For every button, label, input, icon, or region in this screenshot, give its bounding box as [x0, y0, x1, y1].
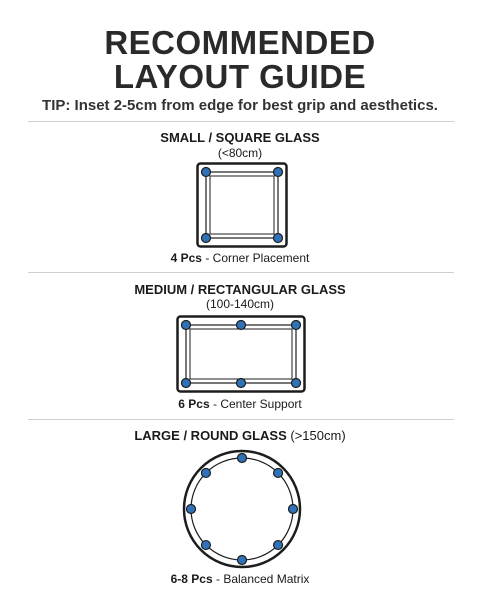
title-line-1: RECOMMENDED [104, 24, 376, 61]
mounting-pad [274, 468, 283, 477]
section-small-count: 4 Pcs [170, 251, 202, 265]
section-small-placement: - Corner Placement [201, 251, 310, 265]
mounting-pad [292, 379, 301, 388]
mounting-pad [238, 556, 247, 565]
mounting-pad [182, 321, 191, 330]
section-large-title [0, 428, 480, 443]
mounting-pad [237, 379, 246, 388]
mounting-pad [274, 234, 283, 243]
mounting-pad [274, 168, 283, 177]
section-medium-count: 6 Pcs [178, 397, 210, 411]
section-large-count: 6-8 Pcs [170, 572, 213, 586]
mounting-pad [201, 541, 210, 550]
round-glass-outer [184, 451, 300, 567]
section-small-title: SMALL / SQUARE GLASS [160, 130, 320, 145]
section-small-caption [0, 251, 480, 265]
section-large-placement: - Balanced Matrix [212, 572, 310, 586]
section-medium-size: (100-140cm) [205, 297, 275, 311]
mounting-pad [182, 379, 191, 388]
section-small-size: (<80cm) [217, 146, 263, 160]
rectangle-glass-diagram [176, 315, 306, 393]
tip-text: TIP: Inset 2-5cm from edge for best grip and aesthetics. [42, 97, 438, 114]
section-medium-caption [0, 397, 480, 411]
title-line-2: LAYOUT GUIDE [113, 58, 367, 95]
mounting-pad [289, 505, 298, 514]
mounting-pad [274, 541, 283, 550]
square-glass-diagram [196, 162, 288, 248]
section-large-title-text: LARGE / ROUND GLASS [134, 428, 287, 443]
mounting-pad [238, 454, 247, 463]
divider-1 [28, 272, 454, 273]
mounting-pad [187, 505, 196, 514]
mounting-pad [201, 468, 210, 477]
mounting-pad [202, 234, 211, 243]
divider-top [28, 121, 454, 122]
mounting-pad [237, 321, 246, 330]
mounting-pad [202, 168, 211, 177]
section-large-size: (>150cm) [290, 428, 346, 443]
section-large-caption [0, 572, 480, 586]
section-medium-title: MEDIUM / RECTANGULAR GLASS [134, 282, 346, 297]
mounting-pad [292, 321, 301, 330]
page-title [0, 26, 480, 94]
section-medium-placement: - Center Support [209, 397, 302, 411]
round-glass-diagram [180, 448, 304, 570]
divider-2 [28, 419, 454, 420]
